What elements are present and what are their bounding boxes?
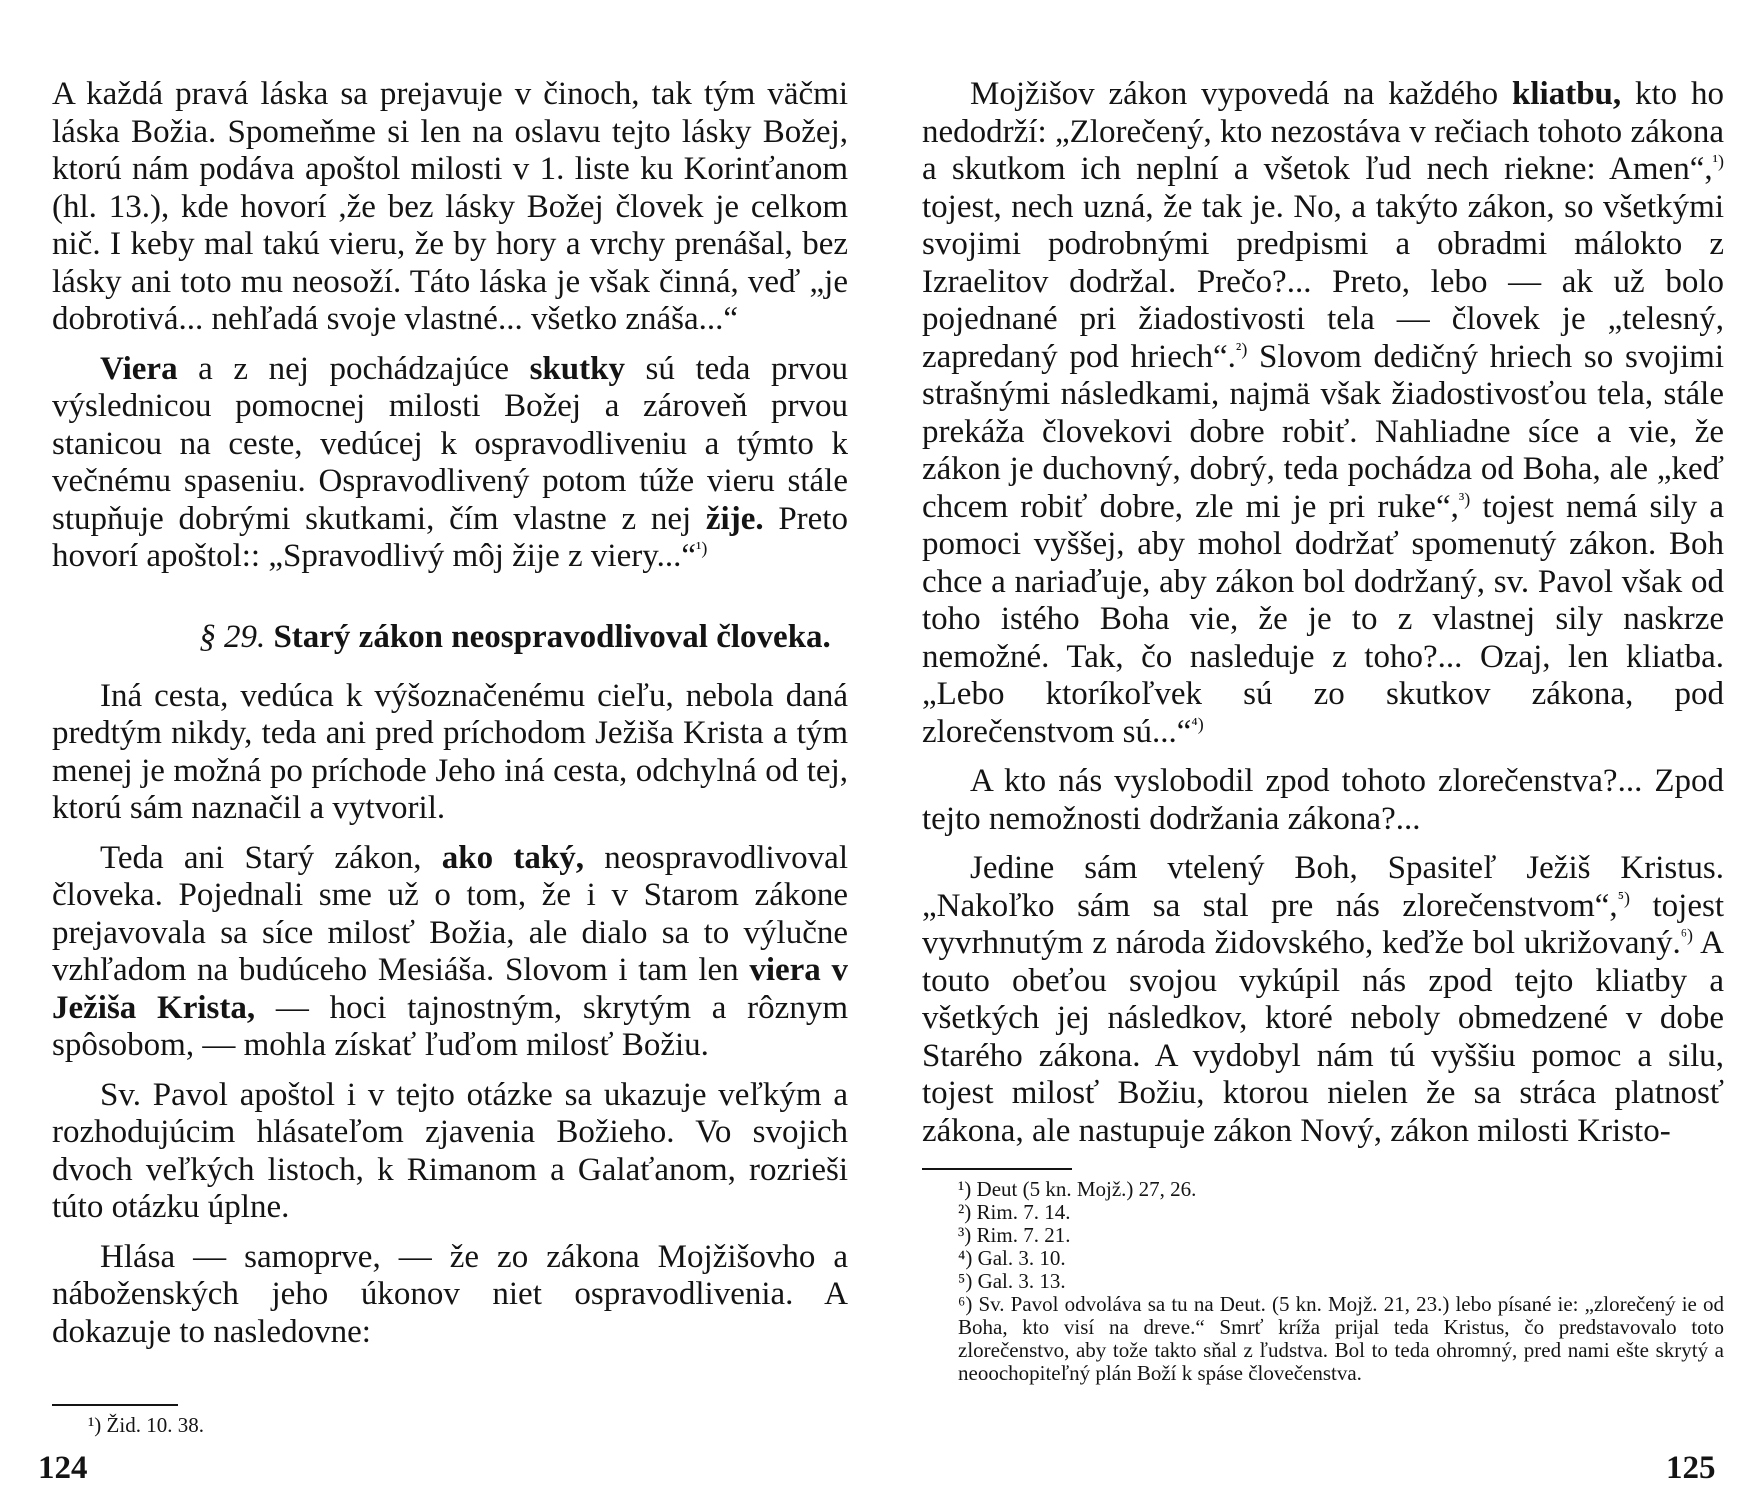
footnote-divider: [922, 1168, 1072, 1170]
footnote-marker: ³): [1458, 488, 1471, 509]
text-run: tojest vyvrhnutým z národa židovského, keďže bol ukrižovaný.: [922, 887, 1725, 961]
left-footnotes: [52, 1414, 848, 1437]
bold-term: viera v Ježiša Krista,: [52, 952, 848, 1026]
text-run: A touto obeťou svojou vykúpil nás zpod tejto kliatby a všetkých jej následkov, ktoré neboly obmedzené v dobe Starého zákona. A vydobyl nám tú vyššiu pomoc a silu, tojest milosť Božiu, ktorou nielen že sa stráca platnosť zákona, ale nastupuje zákon Nový, zákon milosti Kristo-: [922, 925, 1724, 1149]
footnote-marker: ²): [1235, 338, 1248, 359]
bold-term: skutky: [529, 350, 625, 387]
text-run: sú teda prvou výslednicou pomocnej milosti Božej a zároveň prvou stanicou na ceste, vedúcej k ospravodliveniu a týmto k večnému spaseniu. Ospravodlivený potom túže vieru stále stupňuje dobrými skutkami, čím vlastne z nej: [52, 350, 848, 537]
paragraph-jesus-christ: [922, 850, 1724, 1150]
text-run: neospravodlivoval človeka. Pojednali sme už o tom, že i v Starom zákone prejavovala sa síce milosť Božia, ale dialo sa to výlučne vzhľadom na budúceho Mesiáša. Slovom i tam len: [52, 839, 848, 988]
paragraph-st-paul: Sv. Pavol apoštol i v tejto otázke sa ukazuje veľkým a rozhodujúcim hlásateľom zjavenia Božieho. Vo svojich dvoch veľkých listoch, k Rimanom a Galaťanom, rozrieši túto otázku úplne.: [52, 1076, 848, 1225]
paragraph-faith-and-works: [52, 351, 848, 576]
paragraph-old-law: [52, 840, 848, 1065]
left-page-body: [52, 76, 848, 1363]
paragraph-proclaims: Hlása — samoprve, — že zo zákona Mojžišovho a náboženských jeho úkonov niet ospravodlivenia. A dokazuje to nasledovne:: [52, 1238, 848, 1350]
page-number-right: 125: [1666, 1450, 1716, 1486]
text-run: a z nej pochádzajúce: [177, 350, 530, 387]
text-run: — hoci tajnostným, skrytým a rôznym spôsobom, — mohla získať ľuďom milosť Božiu.: [52, 989, 848, 1063]
bold-term: žije.: [705, 500, 764, 537]
footnote-item: ²) Rim. 7. 14.: [958, 1200, 1071, 1224]
paragraph-love-in-deeds: A každá pravá láska sa prejavuje v činoch, tak tým väčmi láska Božia. Spomeňme si len na oslavu tejto lásky Božej, ktorú nám podáva apoštol milosti v 1. liste ku Korinťanom (hl. 13.), kde hovorí ,že bez lásky Božej človek je celkom nič. I keby mal takú vieru, že by hory a vrchy prenášal, bez lásky ani toto mu neosoží. Táto láska je však činná, veď „je dobrotivá... nehľadá svoje vlastné... všetko znáša...“: [52, 76, 848, 337]
section-title: Starý zákon neospravodlivoval človeka.: [273, 618, 831, 655]
footnote-item: ⁴) Gal. 3. 10.: [958, 1246, 1066, 1270]
footnote-marker: ⁵): [1617, 887, 1630, 908]
section-heading: [52, 618, 848, 656]
footnote-marker: ⁴): [1191, 713, 1204, 734]
bold-term: Viera: [100, 350, 178, 387]
text-run: Mojžišov zákon vypovedá na každého: [970, 76, 1513, 112]
footnote-item: ¹) Deut (5 kn. Mojž.) 27, 26.: [958, 1177, 1197, 1201]
footnote-item: ⁵) Gal. 3. 13.: [958, 1269, 1066, 1293]
bold-term: kliatbu,: [1512, 76, 1622, 112]
text-run: Jedine sám vtelený Boh, Spasiteľ Ježiš Kristus. „Nakoľko sám sa stal pre nás zlorečenstvom“,: [922, 850, 1724, 924]
page-number-left: 124: [38, 1450, 88, 1486]
paragraph-curse-of-law: [922, 76, 1724, 751]
text-run: tojest, nech uzná, že tak je. No, a takýto zákon, so všetkými svojimi podrobnými predpismi a obradmi málokto z Izraelitov dodržal. Prečo?... Preto, lebo — ak už bolo pojednané pri žiadostivosti tela — človek je „telesný, zapredaný pod hriech“.: [922, 188, 1724, 375]
text-run: kto ho nedodrží: „Zlorečený, kto nezostáva v rečiach tohoto zákona a skutkom ich neplní a všetok ľud nech riekne: Amen“,: [922, 76, 1724, 187]
right-page-body: [922, 76, 1724, 1162]
footnote-item: ³) Rim. 7. 21.: [958, 1223, 1071, 1247]
footnote-marker: ⁶): [1680, 925, 1694, 945]
text-run: Preto hovorí apoštol:: „Spravodlivý môj žije z viery...“: [52, 500, 848, 574]
paragraph-no-other-way: Iná cesta, vedúca k výšoznačenému cieľu, nebola daná predtým nikdy, teda ani pred príchodom Ježiša Krista a tým menej je možná po príchode Jeho iná cesta, odchylná od tej, ktorú sám naznačil a vytvoril.: [52, 677, 848, 826]
text-run: Slovom dedičný hriech so svojimi strašnými následkami, najmä však žiadostivosťou tela, stále prekáža človekovi dobre robiť. Nahliadne síce a vie, že zákon je duchovný, dobrý, teda pochádza od Boha, ale „keď chcem robiť dobre, zle mi je pri ruke“,: [922, 338, 1724, 525]
footnote-divider: [52, 1404, 178, 1406]
text-run: Teda ani Starý zákon,: [100, 839, 442, 876]
bold-term: ako taký,: [441, 839, 584, 876]
footnote-item: ¹) Žid. 10. 38.: [88, 1413, 204, 1437]
right-footnotes: [922, 1178, 1724, 1385]
text-run: tojest nemá sily a pomoci vyššej, aby mohol dodržať spomenutý zákon. Boh chce a nariaďuje, aby zákon bol dodržaný, sv. Pavol však od toho istého Boha vie, že je to z vlastnej sily naskrze nemožné. Tak, čo nasleduje z toho?... Ozaj, len kliatba. „Lebo ktoríkoľvek sú zo skutkov zákona, pod zlorečenstvom sú...“: [922, 488, 1724, 750]
paragraph-who-freed-us: A kto nás vyslobodil zpod tohoto zlorečenstva?... Zpod tejto nemožnosti dodržania zákona?...: [922, 763, 1724, 837]
section-number: § 29.: [199, 618, 266, 655]
footnote-item: ⁶) Sv. Pavol odvoláva sa tu na Deut. (5 kn. Mojž. 21, 23.) lebo písané ie: „zlorečený ie od Boha, kto visí na dreve.“ Smrť kríža prijal teda Kristus, čo predstavovalo toto zlorečenstvo, aby tože takto sňal z ľudstva. Bol to teda ohromný, pred nami ešte skrytý a neoochopiteľný plán Boží k spáse človečenstva.: [958, 1292, 1724, 1385]
footnote-marker: ¹): [695, 538, 708, 558]
footnote-marker: ¹): [1712, 151, 1724, 171]
